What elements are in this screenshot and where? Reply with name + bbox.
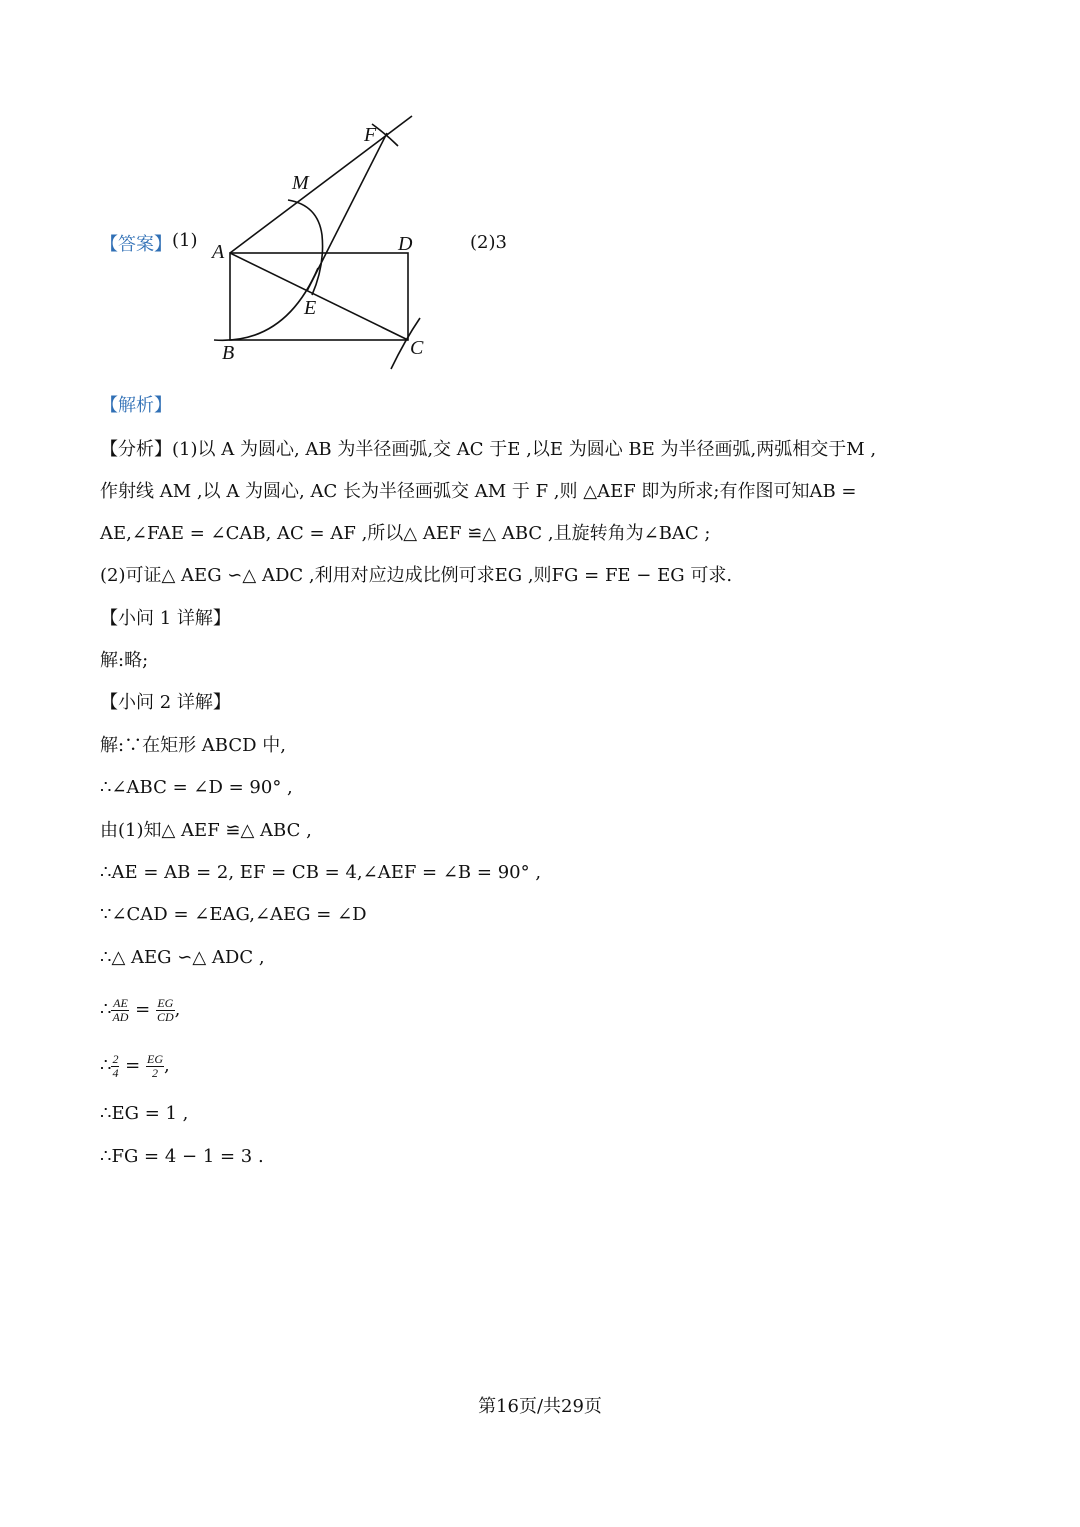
analysis-line-4: (2)可证△ AEG ∽△ ADC ,利用对应边成比例可求EG ,则FG = FE − EG 可求. [100, 565, 733, 586]
q2-step-4: ∴AE = AB = 2, EF = CB = 4,∠AEF = ∠B = 90° , [100, 862, 542, 883]
q2-step-8: ∴ $\frac{2}{4}$ = $\frac{EG}{2}$ , [100, 1051, 170, 1080]
fraction-2-4: $\frac{2}{4}$ [112, 1051, 119, 1080]
fraction-eg-2: $\frac{EG}{2}$ [146, 1051, 163, 1080]
label-c: C [410, 337, 424, 359]
page-footer: 第16页/共29页 [478, 1396, 602, 1417]
label-d: D [398, 233, 413, 255]
arc-m-e [288, 200, 323, 295]
label-f: F [364, 124, 377, 146]
segment-ef [307, 133, 387, 291]
step7-therefore: ∴ [100, 999, 112, 1020]
q1-title: 【小问 1 详解】 [100, 608, 231, 629]
q2-step-5: ∵∠CAD = ∠EAG,∠AEG = ∠D [100, 904, 367, 925]
q2-title: 【小问 2 详解】 [100, 692, 231, 713]
step8-therefore: ∴ [100, 1055, 112, 1076]
answer-part1-label: (1) [172, 230, 198, 251]
q1-body: 解:略; [100, 650, 149, 671]
fraction-ae-ad: $\frac{AE}{AD}$ [112, 995, 129, 1024]
analysis-tag: 【解析】 [100, 395, 172, 416]
label-e: E [304, 297, 317, 319]
answer-part2: (2)3 [470, 232, 507, 253]
q2-step-3: 由(1)知△ AEF ≌△ ABC , [100, 820, 312, 841]
label-b: B [222, 342, 235, 364]
analysis-line-2: 作射线 AM ,以 A 为圆心, AC 长为半径画弧交 AM 于 F ,则 △AEF 即为所求;有作图可知AB = [100, 481, 857, 502]
label-m: M [292, 172, 309, 194]
step8-equals: = [119, 1055, 146, 1076]
q2-step-1: 解:∵在矩形 ABCD 中, [100, 735, 286, 756]
label-a: A [212, 241, 225, 263]
q2-step-9: ∴EG = 1 , [100, 1103, 189, 1124]
analysis-line-1: 【分析】(1)以 A 为圆心, AB 为半径画弧,交 AC 于E ,以E 为圆心 BE 为半径画弧,两弧相交于M , [100, 439, 877, 460]
step7-equals: = [129, 999, 156, 1020]
fraction-eg-cd: $\frac{EG}{CD}$ [156, 995, 174, 1024]
q2-step-6: ∴△ AEG ∽△ ADC , [100, 947, 265, 968]
q2-step-2: ∴∠ABC = ∠D = 90° , [100, 777, 293, 798]
analysis-line-3: AE,∠FAE = ∠CAB, AC = AF ,所以△ AEF ≌△ ABC ,且旋转角为∠BAC ; [100, 523, 711, 544]
q2-step-7: ∴ $\frac{AE}{AD}$ = $\frac{EG}{CD}$ , [100, 995, 181, 1024]
answer-tag: 【答案】 [100, 234, 172, 255]
q2-step-10: ∴FG = 4 − 1 = 3 . [100, 1146, 264, 1167]
